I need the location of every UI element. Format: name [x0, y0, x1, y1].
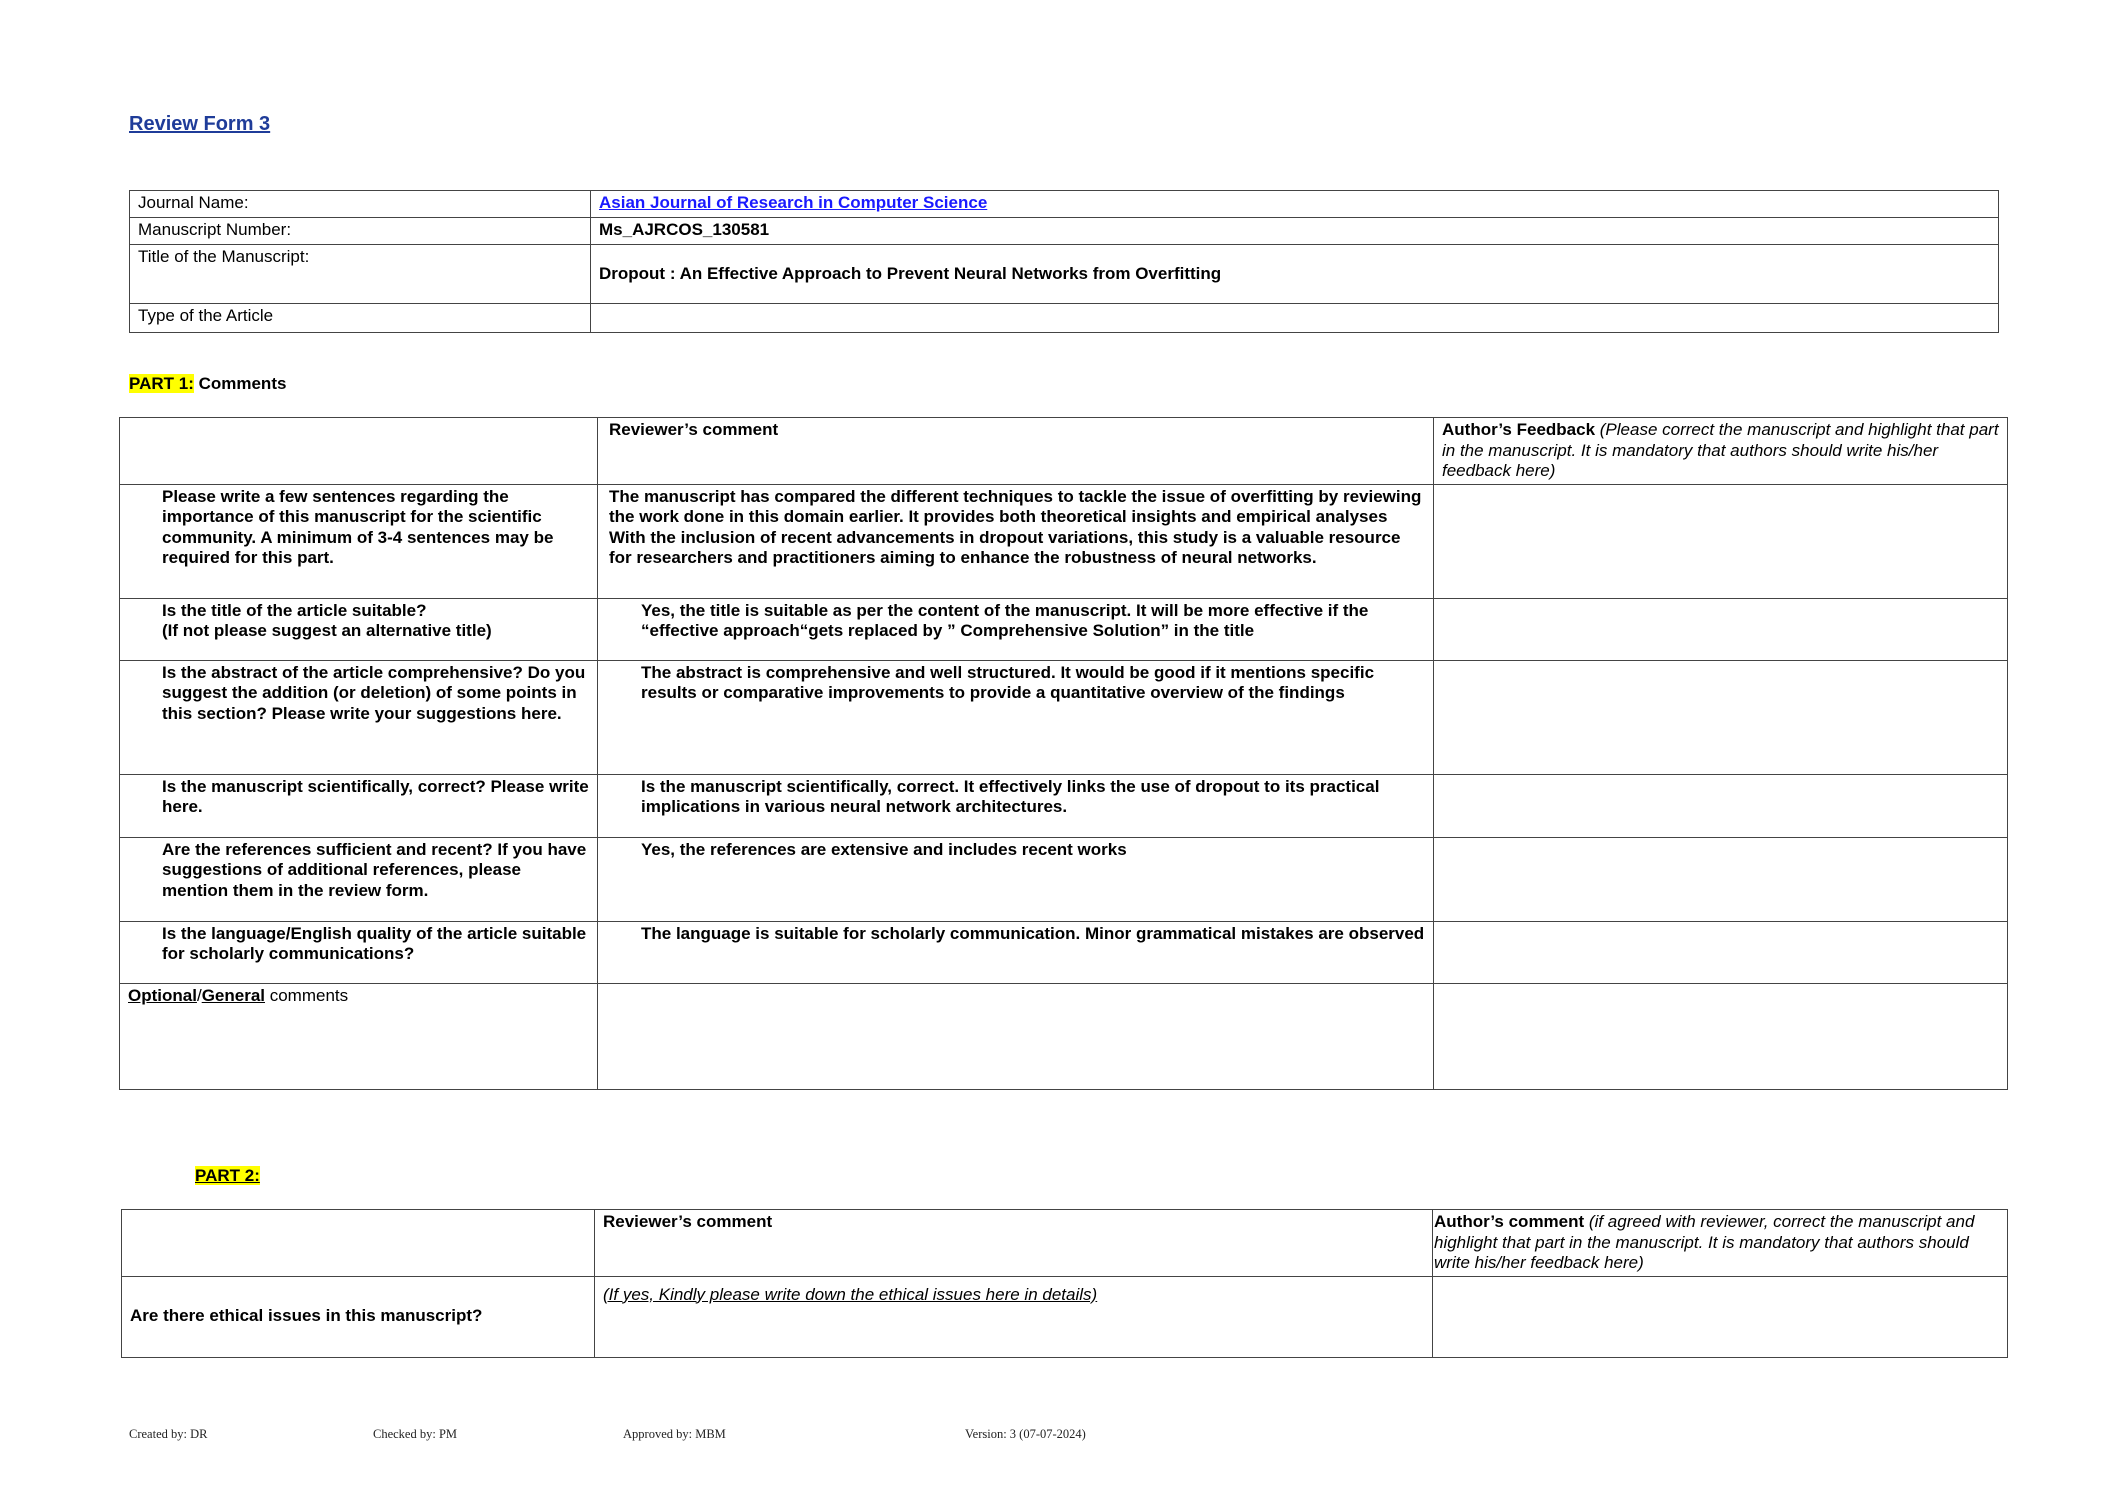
question-ethics: Are there ethical issues in this manuscript? [122, 1276, 595, 1357]
manuscript-title: Dropout : An Effective Approach to Prevent Neural Networks from Overfitting [591, 245, 1999, 304]
question-references: Are the references sufficient and recent? If you have suggestions of additional references, please mention them in the review form. [120, 837, 598, 921]
author-feedback-field[interactable] [1434, 484, 2008, 598]
optional-reviewer-comment[interactable] [598, 983, 1434, 1089]
reviewer-comment[interactable]: Is the manuscript scientifically, correct. It effectively links the use of dropout to its practical implications in various neural network architectures. [598, 774, 1434, 837]
reviewer-comment[interactable]: The abstract is comprehensive and well structured. It would be good if it mentions specific results or comparative improvements to provide a quantitative overview of the findings [598, 660, 1434, 774]
reviewer-comment-header: Reviewer’s comment [595, 1210, 1433, 1277]
author-feedback-field[interactable] [1434, 774, 2008, 837]
info-row-type [130, 304, 1999, 333]
table-row [120, 921, 2008, 983]
info-row-journal [130, 191, 1999, 218]
part1-label: PART 1: [129, 374, 194, 393]
table-row [120, 660, 2008, 774]
question-language: Is the language/English quality of the article suitable for scholarly communications? [120, 921, 598, 983]
manuscript-number: Ms_AJRCOS_130581 [591, 218, 1999, 245]
author-comment-instructions: (if agreed with reviewer, correct the manuscript and highlight that part in the manuscript. It is mandatory that authors should write his/her feedback here) [1434, 1212, 1975, 1272]
optional-separator: / [196, 985, 202, 1005]
author-feedback-field[interactable] [1434, 837, 2008, 921]
table-row [120, 484, 2008, 598]
question-importance: Please write a few sentences regarding the importance of this manuscript for the scientific community. A minimum of 3-4 sentences may be required for this part. [120, 484, 598, 598]
manuscript-info-table [129, 190, 1999, 333]
ethics-author-comment[interactable] [1433, 1276, 2008, 1357]
footer-checked: Checked by: PM [373, 1427, 458, 1441]
reviewer-comment-header: Reviewer’s comment [598, 418, 1434, 485]
table-row [120, 837, 2008, 921]
author-comment-header: Author’s comment [1434, 1212, 1585, 1231]
type-label: Type of the Article [130, 304, 591, 333]
question-title [120, 598, 598, 660]
author-feedback-field[interactable] [1434, 660, 2008, 774]
footer-version: Version: 3 (07-07-2024) [965, 1427, 1086, 1441]
title-label: Title of the Manuscript: [130, 245, 591, 304]
question-abstract: Is the abstract of the article comprehensive? Do you suggest the addition (or deletion) of some points in this section? Please write your suggestions here. [120, 660, 598, 774]
table-row [120, 774, 2008, 837]
optional-author-feedback[interactable] [1434, 983, 2008, 1089]
part1-suffix: Comments [193, 374, 287, 393]
reviewer-comment[interactable]: Yes, the title is suitable as per the content of the manuscript. It will be more effective if the “effective approach“gets replaced by ” Comprehensive Solution” in the title [598, 598, 1434, 660]
part1-header-row [120, 418, 2008, 485]
table-row [120, 598, 2008, 660]
question-title-hint: (If not please suggest an alternative title) [162, 621, 492, 640]
part2-header-row [122, 1210, 2008, 1277]
journal-link[interactable]: Asian Journal of Research in Computer Science [599, 193, 988, 212]
part2-heading [195, 1166, 260, 1187]
info-row-title [130, 245, 1999, 304]
comments-text: comments [265, 985, 349, 1005]
ethics-reviewer-comment[interactable]: (If yes, Kindly please write down the ethical issues here in details) [595, 1276, 1433, 1357]
reviewer-comment[interactable]: The manuscript has compared the different techniques to tackle the issue of overfitting by reviewing the work done in this domain earlier. It provides both theoretical insights and empirical analyses With the inclusion of recent advancements in dropout variations, this study is a valuable resource for researchers and practitioners aiming to enhance the robustness of neural networks. [598, 484, 1434, 598]
question-title-text: Is the title of the article suitable? [162, 600, 427, 620]
part2-ethics-table [121, 1209, 2008, 1358]
optional-comments-label [120, 983, 598, 1089]
table-row [122, 1276, 2008, 1357]
info-row-manuscript [130, 218, 1999, 245]
reviewer-comment[interactable]: Yes, the references are extensive and includes recent works [598, 837, 1434, 921]
part2-label: PART 2: [195, 1166, 260, 1185]
author-feedback-instructions: (Please correct the manuscript and highlight that part in the manuscript. It is mandatory that authors should write his/her feedback here) [1442, 420, 1999, 480]
footer-approved: Approved by: MBM [623, 1427, 726, 1441]
optional-comments-row [120, 983, 2008, 1089]
manuscript-label: Manuscript Number: [130, 218, 591, 245]
general-text: General [201, 985, 265, 1005]
footer-created: Created by: DR [129, 1427, 208, 1441]
part1-heading [129, 374, 286, 395]
journal-label: Journal Name: [130, 191, 591, 218]
part1-comments-table [119, 417, 2008, 1090]
author-feedback-field[interactable] [1434, 598, 2008, 660]
reviewer-comment[interactable]: The language is suitable for scholarly communication. Minor grammatical mistakes are observed [598, 921, 1434, 983]
author-feedback-field[interactable] [1434, 921, 2008, 983]
optional-text: Optional [128, 985, 197, 1005]
author-feedback-header: Author’s Feedback [1442, 420, 1596, 439]
type-value[interactable] [591, 304, 1999, 333]
form-title: Review Form 3 [129, 113, 271, 135]
question-scientific: Is the manuscript scientifically, correct? Please write here. [120, 774, 598, 837]
